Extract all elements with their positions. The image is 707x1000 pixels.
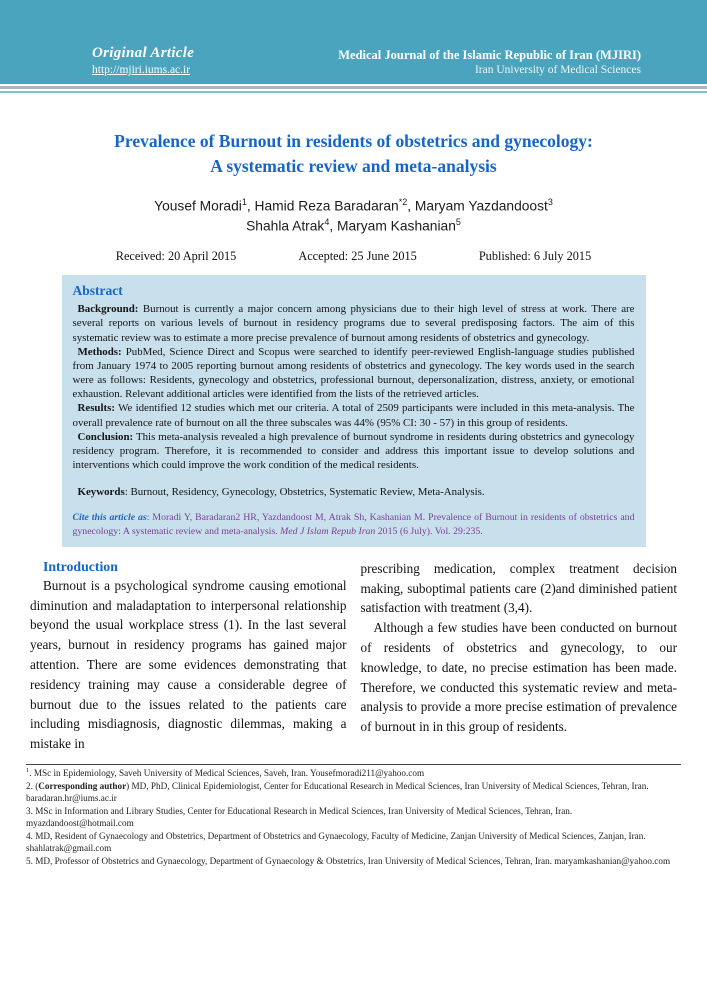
introduction-heading: Introduction — [43, 558, 118, 574]
cite-label: Cite this article as — [72, 512, 147, 524]
abstract-methods: Methods: PubMed, Science Direct and Scopus were searched to identify peer-reviewed English-language studies published from January 1974 to 2005 reporting burnout among residents of obstetrics and gynecology. The key words used in the search were as follows: Residents, gynecology and obstetrics, professional burnout, depersonalization, distress, anxiety, or emotional exhaustion. Relevant additional articles were identified from the lists of the retrieved articles. — [72, 345, 635, 401]
footnote-3: 3. MSc in Information and Library Studies, Center for Educational Research in Medical Sciences, Iran University of Medical Sciences, Tehran, Iran. myazdandoost@hotmail.com — [26, 805, 573, 829]
footnote-5: 5. MD, Professor of Obstetrics and Gynaecology, Department of Gynaecology & Obstetrics, Iran University of Medical Sciences, Tehran, Iran. maryamkashanian@yahoo.com — [26, 855, 671, 866]
background-label: Background: — [77, 303, 139, 316]
cite-journal-name: Med J Islam Repub Iran — [280, 525, 376, 537]
author-affiliation-mark: 4 — [324, 216, 330, 227]
article-main — [0, 129, 707, 754]
conclusion-label: Conclusion: — [77, 430, 134, 443]
footnote-4: 4. MD, Resident of Gynaecology and Obstetrics, Department of Obstetrics and Gynaecology, Faculty of Medicine, Zanjan University of Medical Sciences, Zanjan, Iran. shahlatrak@gmail.com — [26, 830, 646, 854]
author-list — [0, 196, 707, 236]
article-title — [0, 129, 707, 180]
abstract-box — [62, 275, 646, 547]
keywords-label: Keywords — [77, 486, 125, 499]
article-type-label: Original Article — [92, 45, 195, 61]
intro-paragraph-2: Although a few studies have been conducted on burnout of residents of obstetrics and gynecology, to our knowledge, to date, no precise estimation has been made. Therefore, we conducted this systematic review and meta-analysis to provide a more precise estimation of prevalence of burnout in in this group of residents. — [360, 620, 677, 735]
intro-right-column — [361, 559, 678, 754]
intro-paragraph-1: Burnout is a psychological syndrome causing emotional diminution and maladaptation to interpersonal relationship beyond the usual workplace stress (1). In the last several years, burnout in residency programs has gained major attention. There are some evidences demonstrating that residency training may cause a considerable degree of burnout due to the issues related to the patients care including misdiagnosis, diagnostic dilemmas, making a mistake in — [30, 577, 347, 752]
introduction-section — [0, 559, 707, 754]
author-affiliation-mark: 1 — [241, 196, 247, 207]
abstract-conclusion: Conclusion: This meta-analysis revealed a high prevalence of burnout syndrome in residents during obstetrics and gynecology residency program. Therefore, it is recommended to consider and address this important issue to develop solutions and interventions which could improve the work condition of the medical residents. — [72, 430, 635, 472]
published-date: Published: 6 July 2015 — [478, 249, 592, 264]
intro-paragraph-1-continued: prescribing medication, complex treatment decision making, suboptimal patients care (2)and diminished patient satisfaction with treatment (3,4). — [360, 560, 677, 616]
abstract-heading: Abstract — [72, 283, 123, 299]
header-left-block — [92, 45, 194, 76]
journal-header-banner — [0, 0, 707, 84]
methods-label: Methods: — [77, 345, 122, 358]
footnote-1: $^1$. MSc in Epidemiology, Saveh University of Medical Sciences, Saveh, Iran. Yousefmoradi211@yahoo.com — [26, 767, 425, 779]
footnote-divider — [26, 764, 681, 765]
affiliation-footnotes — [0, 764, 707, 867]
keywords-line: Keywords: Burnout, Residency, Gynecology, Obstetrics, Systematic Review, Meta-Analysis. — [77, 486, 485, 499]
author-name: Maryam Kashanian — [337, 218, 456, 234]
author-line-1: Yousef Moradi$^1$, Hamid Reza Baradaran$^{*2}$, Maryam Yazdandoost$^3$ — [154, 196, 553, 214]
author-name: Maryam Yazdandoost — [414, 198, 548, 214]
author-affiliation-mark: 3 — [547, 196, 553, 207]
header-divider — [0, 84, 707, 93]
title-line-2: A systematic review and meta-analysis — [210, 156, 497, 177]
author-name: Shahla Atrak — [246, 218, 325, 234]
abstract-results: Results: We identified 12 studies which met our criteria. A total of 2509 participants were included in this meta-analysis. The overall prevalence rate of burnout on all the three subscales was 44% (95% CI: 30 - 57) in this group of residents. — [72, 402, 635, 429]
author-name: Hamid Reza Baradaran — [254, 198, 399, 214]
accepted-date: Accepted: 25 June 2015 — [298, 249, 417, 264]
author-name: Yousef Moradi — [154, 198, 242, 214]
abstract-background: Background: Burnout is currently a major concern among physicians due to their high level of stress at work. There are several reports on various levels of burnout in residency programs due to several predisposing factors. The aim of this systematic review was to estimate a more precise prevalence of burnout among residents of obstetrics and gynecology. — [72, 303, 635, 344]
intro-left-column — [30, 559, 347, 754]
footnote-2: 2. (Corresponding author) MD, PhD, Clinical Epidemiologist, Center for Educational Research in Medical Sciences, Iran University of Medical Sciences, Tehran, Iran. baradaran.hr@iums.ac.ir — [26, 780, 649, 804]
dates-row — [0, 249, 707, 264]
results-label: Results: — [77, 402, 116, 415]
author-line-2: Shahla Atrak$^4$, Maryam Kashanian$^5$ — [246, 216, 461, 234]
received-date: Received: 20 April 2015 — [115, 249, 237, 264]
journal-institution: Iran University of Medical Sciences — [474, 64, 641, 76]
citation-line: Cite this article as: Moradi Y, Baradaran2 HR, Yazdandoost M, Atrak Sh, Kashanian M. Prevalence of Burnout in residents of obstetrics and gynecology: A systematic review and meta-analysis. Med J Islam Repub Iran 2015 (6 July). Vol. 29:235. — [72, 512, 635, 537]
journal-url-link[interactable]: http://mjiri.iums.ac.ir — [92, 64, 191, 76]
corresponding-author-label: Corresponding author — [38, 780, 127, 791]
journal-name: Medical Journal of the Islamic Republic of Iran (MJIRI) — [338, 48, 641, 62]
author-affiliation-mark: *2 — [398, 196, 408, 207]
author-affiliation-mark: 5 — [455, 216, 461, 227]
header-right-block — [338, 48, 641, 76]
title-line-1: Prevalence of Burnout in residents of obstetrics and gynecology: — [114, 131, 593, 151]
